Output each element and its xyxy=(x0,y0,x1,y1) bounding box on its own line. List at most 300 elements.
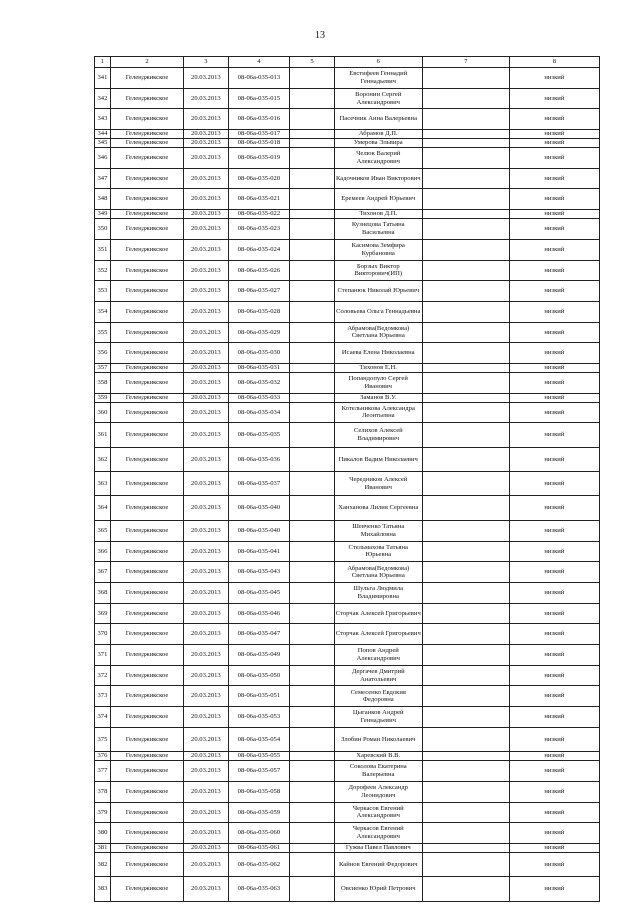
code-cell: 08-06а-035-013 xyxy=(228,68,290,89)
name-cell: Абрамова(Ведомкова) Светлана Юрьевна xyxy=(334,322,422,343)
level-cell: низкий xyxy=(509,210,599,219)
name-cell: Ханханова Лилия Сергеевна xyxy=(334,496,422,520)
empty-cell xyxy=(290,727,335,751)
city-cell: Геленджикское xyxy=(110,372,183,393)
empty-cell xyxy=(422,68,509,89)
level-cell: низкий xyxy=(509,219,599,240)
name-cell: Гужва Павел Павлович xyxy=(334,843,422,852)
level-cell: низкий xyxy=(509,372,599,393)
name-cell: Харевский В.В. xyxy=(334,752,422,761)
name-cell: Сторчак Алексей Григорьевич xyxy=(334,603,422,624)
row-number-cell: 356 xyxy=(95,343,111,364)
row-number-cell: 343 xyxy=(95,109,111,130)
table-row xyxy=(95,148,600,169)
empty-cell xyxy=(290,877,335,901)
code-cell: 08-06а-035-046 xyxy=(228,603,290,624)
city-cell: Геленджикское xyxy=(110,148,183,169)
table-row xyxy=(95,727,600,751)
empty-cell xyxy=(290,109,335,130)
empty-cell xyxy=(422,88,509,109)
code-cell: 08-06а-035-030 xyxy=(228,343,290,364)
table-row xyxy=(95,781,600,802)
code-cell: 08-06а-035-049 xyxy=(228,645,290,666)
code-cell: 08-06а-035-020 xyxy=(228,168,290,189)
city-cell: Геленджикское xyxy=(110,707,183,728)
row-number-cell: 357 xyxy=(95,363,111,372)
level-cell: низкий xyxy=(509,260,599,281)
empty-cell xyxy=(290,88,335,109)
code-cell: 08-06а-035-058 xyxy=(228,781,290,802)
table-row xyxy=(95,281,600,302)
row-number-cell: 379 xyxy=(95,802,111,823)
city-cell: Геленджикское xyxy=(110,645,183,666)
row-number-cell: 371 xyxy=(95,645,111,666)
table-row xyxy=(95,363,600,372)
city-cell: Геленджикское xyxy=(110,877,183,901)
empty-cell xyxy=(422,447,509,471)
empty-cell xyxy=(422,148,509,169)
city-cell: Геленджикское xyxy=(110,393,183,402)
table-row xyxy=(95,139,600,148)
row-number-cell: 349 xyxy=(95,210,111,219)
code-cell: 08-06а-035-027 xyxy=(228,281,290,302)
empty-cell xyxy=(422,727,509,751)
city-cell: Геленджикское xyxy=(110,781,183,802)
level-cell: низкий xyxy=(509,168,599,189)
table-row xyxy=(95,322,600,343)
empty-cell xyxy=(422,877,509,901)
city-cell: Геленджикское xyxy=(110,168,183,189)
level-cell: низкий xyxy=(509,130,599,139)
empty-cell xyxy=(422,210,509,219)
city-cell: Геленджикское xyxy=(110,301,183,322)
date-cell: 20.03.2013 xyxy=(184,219,229,240)
level-cell: низкий xyxy=(509,727,599,751)
date-cell: 20.03.2013 xyxy=(184,281,229,302)
date-cell: 20.03.2013 xyxy=(184,109,229,130)
code-cell: 08-06а-035-026 xyxy=(228,260,290,281)
header-row xyxy=(95,57,600,68)
name-cell: Пасечник Анна Валерьевна xyxy=(334,109,422,130)
city-cell: Геленджикское xyxy=(110,402,183,423)
table-row xyxy=(95,239,600,260)
level-cell: низкий xyxy=(509,752,599,761)
empty-cell xyxy=(290,260,335,281)
table-row xyxy=(95,219,600,240)
name-cell: Умерова Эльвира xyxy=(334,139,422,148)
header-cell: 1 xyxy=(95,57,111,68)
table-body xyxy=(95,68,600,902)
city-cell: Геленджикское xyxy=(110,109,183,130)
level-cell: низкий xyxy=(509,562,599,583)
date-cell: 20.03.2013 xyxy=(184,520,229,541)
city-cell: Геленджикское xyxy=(110,239,183,260)
empty-cell xyxy=(422,301,509,322)
row-number-cell: 383 xyxy=(95,877,111,901)
code-cell: 08-06а-035-032 xyxy=(228,372,290,393)
empty-cell xyxy=(290,562,335,583)
empty-cell xyxy=(422,219,509,240)
level-cell: низкий xyxy=(509,363,599,372)
empty-cell xyxy=(422,496,509,520)
level-cell: низкий xyxy=(509,877,599,901)
empty-cell xyxy=(422,520,509,541)
name-cell: Дорофеев Александр Леонидович xyxy=(334,781,422,802)
code-cell: 08-06а-035-036 xyxy=(228,447,290,471)
table-row xyxy=(95,343,600,364)
code-cell: 08-06а-035-018 xyxy=(228,139,290,148)
row-number-cell: 363 xyxy=(95,472,111,496)
code-cell: 08-06а-035-024 xyxy=(228,239,290,260)
table-row xyxy=(95,260,600,281)
date-cell: 20.03.2013 xyxy=(184,823,229,844)
empty-cell xyxy=(290,823,335,844)
city-cell: Геленджикское xyxy=(110,496,183,520)
code-cell: 08-06а-035-062 xyxy=(228,852,290,876)
row-number-cell: 382 xyxy=(95,852,111,876)
table-row xyxy=(95,402,600,423)
header-cell: 6 xyxy=(334,57,422,68)
row-number-cell: 359 xyxy=(95,393,111,402)
table-row xyxy=(95,761,600,782)
row-number-cell: 362 xyxy=(95,447,111,471)
date-cell: 20.03.2013 xyxy=(184,168,229,189)
level-cell: низкий xyxy=(509,624,599,645)
city-cell: Геленджикское xyxy=(110,210,183,219)
code-cell: 08-06а-035-059 xyxy=(228,802,290,823)
city-cell: Геленджикское xyxy=(110,219,183,240)
empty-cell xyxy=(290,761,335,782)
empty-cell xyxy=(422,109,509,130)
level-cell: низкий xyxy=(509,520,599,541)
city-cell: Геленджикское xyxy=(110,665,183,686)
row-number-cell: 352 xyxy=(95,260,111,281)
row-number-cell: 376 xyxy=(95,752,111,761)
name-cell: Котельникова Александра Леонтьевна xyxy=(334,402,422,423)
empty-cell xyxy=(422,582,509,603)
empty-cell xyxy=(422,168,509,189)
name-cell: Еремеев Андрей Юрьевич xyxy=(334,189,422,210)
level-cell: низкий xyxy=(509,281,599,302)
level-cell: низкий xyxy=(509,148,599,169)
date-cell: 20.03.2013 xyxy=(184,189,229,210)
level-cell: низкий xyxy=(509,802,599,823)
name-cell: Воронин Сергей Александрович xyxy=(334,88,422,109)
level-cell: низкий xyxy=(509,301,599,322)
row-number-cell: 348 xyxy=(95,189,111,210)
name-cell: Заманов В.У. xyxy=(334,393,422,402)
empty-cell xyxy=(422,130,509,139)
header-cell: 3 xyxy=(184,57,229,68)
name-cell: Сторчак Алексей Григорьевич xyxy=(334,624,422,645)
date-cell: 20.03.2013 xyxy=(184,343,229,364)
name-cell: Селихов Алексей Владимирович xyxy=(334,423,422,447)
registry-table xyxy=(94,56,600,902)
empty-cell xyxy=(290,301,335,322)
code-cell: 08-06а-035-040 xyxy=(228,520,290,541)
empty-cell xyxy=(290,281,335,302)
table-row xyxy=(95,496,600,520)
row-number-cell: 381 xyxy=(95,843,111,852)
empty-cell xyxy=(422,363,509,372)
empty-cell xyxy=(290,372,335,393)
header-cell: 7 xyxy=(422,57,509,68)
table-row xyxy=(95,645,600,666)
date-cell: 20.03.2013 xyxy=(184,562,229,583)
empty-cell xyxy=(290,582,335,603)
row-number-cell: 350 xyxy=(95,219,111,240)
header-cell: 4 xyxy=(228,57,290,68)
empty-cell xyxy=(422,472,509,496)
table-row xyxy=(95,665,600,686)
empty-cell xyxy=(290,843,335,852)
name-cell: Попов Андрей Александрович xyxy=(334,645,422,666)
empty-cell xyxy=(290,210,335,219)
level-cell: низкий xyxy=(509,322,599,343)
name-cell: Соловьева Ольга Геннадьевна xyxy=(334,301,422,322)
date-cell: 20.03.2013 xyxy=(184,877,229,901)
empty-cell xyxy=(422,707,509,728)
empty-cell xyxy=(422,281,509,302)
empty-cell xyxy=(422,843,509,852)
row-number-cell: 372 xyxy=(95,665,111,686)
city-cell: Геленджикское xyxy=(110,686,183,707)
date-cell: 20.03.2013 xyxy=(184,423,229,447)
header-cell: 5 xyxy=(290,57,335,68)
date-cell: 20.03.2013 xyxy=(184,68,229,89)
empty-cell xyxy=(290,343,335,364)
level-cell: низкий xyxy=(509,781,599,802)
date-cell: 20.03.2013 xyxy=(184,260,229,281)
code-cell: 08-06а-035-040 xyxy=(228,496,290,520)
row-number-cell: 375 xyxy=(95,727,111,751)
table-row xyxy=(95,109,600,130)
code-cell: 08-06а-035-041 xyxy=(228,541,290,562)
name-cell: Борзых Виктор Викторович(ИП) xyxy=(334,260,422,281)
code-cell: 08-06а-035-054 xyxy=(228,727,290,751)
empty-cell xyxy=(422,761,509,782)
row-number-cell: 345 xyxy=(95,139,111,148)
city-cell: Геленджикское xyxy=(110,541,183,562)
code-cell: 08-06а-035-063 xyxy=(228,877,290,901)
code-cell: 08-06а-035-033 xyxy=(228,393,290,402)
level-cell: низкий xyxy=(509,686,599,707)
city-cell: Геленджикское xyxy=(110,727,183,751)
date-cell: 20.03.2013 xyxy=(184,148,229,169)
empty-cell xyxy=(290,423,335,447)
empty-cell xyxy=(422,752,509,761)
date-cell: 20.03.2013 xyxy=(184,322,229,343)
row-number-cell: 341 xyxy=(95,68,111,89)
name-cell: Черкасов Евгений Александрович xyxy=(334,823,422,844)
date-cell: 20.03.2013 xyxy=(184,88,229,109)
empty-cell xyxy=(422,852,509,876)
table-row xyxy=(95,541,600,562)
name-cell: Тихонов Е.Н. xyxy=(334,363,422,372)
date-cell: 20.03.2013 xyxy=(184,707,229,728)
empty-cell xyxy=(422,541,509,562)
code-cell: 08-06а-035-055 xyxy=(228,752,290,761)
table-row xyxy=(95,372,600,393)
empty-cell xyxy=(290,624,335,645)
row-number-cell: 353 xyxy=(95,281,111,302)
name-cell: Абрамова(Ведомкова) Светлана Юрьевна xyxy=(334,562,422,583)
empty-cell xyxy=(422,343,509,364)
empty-cell xyxy=(422,372,509,393)
city-cell: Геленджикское xyxy=(110,363,183,372)
empty-cell xyxy=(290,686,335,707)
name-cell: Семесенко Евдокия Федоровна xyxy=(334,686,422,707)
header-cell: 8 xyxy=(509,57,599,68)
row-number-cell: 351 xyxy=(95,239,111,260)
date-cell: 20.03.2013 xyxy=(184,393,229,402)
empty-cell xyxy=(290,130,335,139)
level-cell: низкий xyxy=(509,447,599,471)
code-cell: 08-06а-035-019 xyxy=(228,148,290,169)
row-number-cell: 361 xyxy=(95,423,111,447)
name-cell: Тихонов Д.П. xyxy=(334,210,422,219)
table-row xyxy=(95,752,600,761)
table-row xyxy=(95,582,600,603)
page-number: 13 xyxy=(315,30,325,41)
date-cell: 20.03.2013 xyxy=(184,686,229,707)
code-cell: 08-06а-035-022 xyxy=(228,210,290,219)
city-cell: Геленджикское xyxy=(110,562,183,583)
table-row xyxy=(95,423,600,447)
code-cell: 08-06а-035-037 xyxy=(228,472,290,496)
empty-cell xyxy=(422,423,509,447)
level-cell: низкий xyxy=(509,393,599,402)
empty-cell xyxy=(422,260,509,281)
table-row xyxy=(95,877,600,901)
date-cell: 20.03.2013 xyxy=(184,447,229,471)
empty-cell xyxy=(290,472,335,496)
code-cell: 08-06а-035-035 xyxy=(228,423,290,447)
date-cell: 20.03.2013 xyxy=(184,301,229,322)
table-row xyxy=(95,802,600,823)
empty-cell xyxy=(422,322,509,343)
table-row xyxy=(95,210,600,219)
table-row xyxy=(95,168,600,189)
city-cell: Геленджикское xyxy=(110,761,183,782)
table-row xyxy=(95,447,600,471)
level-cell: низкий xyxy=(509,496,599,520)
table-row xyxy=(95,472,600,496)
name-cell: Кузнецова Татьяна Васильевна xyxy=(334,219,422,240)
empty-cell xyxy=(290,496,335,520)
empty-cell xyxy=(290,139,335,148)
code-cell: 08-06а-035-028 xyxy=(228,301,290,322)
date-cell: 20.03.2013 xyxy=(184,363,229,372)
date-cell: 20.03.2013 xyxy=(184,139,229,148)
empty-cell xyxy=(422,562,509,583)
code-cell: 08-06а-035-051 xyxy=(228,686,290,707)
row-number-cell: 364 xyxy=(95,496,111,520)
empty-cell xyxy=(290,168,335,189)
code-cell: 08-06а-035-057 xyxy=(228,761,290,782)
row-number-cell: 369 xyxy=(95,603,111,624)
table-row xyxy=(95,603,600,624)
empty-cell xyxy=(290,68,335,89)
date-cell: 20.03.2013 xyxy=(184,665,229,686)
city-cell: Геленджикское xyxy=(110,520,183,541)
code-cell: 08-06а-035-053 xyxy=(228,707,290,728)
city-cell: Геленджикское xyxy=(110,603,183,624)
date-cell: 20.03.2013 xyxy=(184,496,229,520)
name-cell: Соколова Екатерина Валерьевна xyxy=(334,761,422,782)
city-cell: Геленджикское xyxy=(110,322,183,343)
level-cell: низкий xyxy=(509,665,599,686)
city-cell: Геленджикское xyxy=(110,343,183,364)
table-row xyxy=(95,301,600,322)
date-cell: 20.03.2013 xyxy=(184,781,229,802)
row-number-cell: 367 xyxy=(95,562,111,583)
code-cell: 08-06а-035-043 xyxy=(228,562,290,583)
row-number-cell: 342 xyxy=(95,88,111,109)
level-cell: низкий xyxy=(509,852,599,876)
date-cell: 20.03.2013 xyxy=(184,582,229,603)
level-cell: низкий xyxy=(509,472,599,496)
row-number-cell: 365 xyxy=(95,520,111,541)
city-cell: Геленджикское xyxy=(110,624,183,645)
date-cell: 20.03.2013 xyxy=(184,472,229,496)
empty-cell xyxy=(290,447,335,471)
empty-cell xyxy=(290,752,335,761)
row-number-cell: 380 xyxy=(95,823,111,844)
date-cell: 20.03.2013 xyxy=(184,752,229,761)
code-cell: 08-06а-035-061 xyxy=(228,843,290,852)
city-cell: Геленджикское xyxy=(110,582,183,603)
table-row xyxy=(95,686,600,707)
empty-cell xyxy=(422,781,509,802)
empty-cell xyxy=(422,645,509,666)
name-cell: Шевченко Татьяна Михайловна xyxy=(334,520,422,541)
date-cell: 20.03.2013 xyxy=(184,402,229,423)
empty-cell xyxy=(290,239,335,260)
level-cell: низкий xyxy=(509,109,599,130)
table-row xyxy=(95,189,600,210)
name-cell: Исаева Елена Николаевна xyxy=(334,343,422,364)
table-row xyxy=(95,393,600,402)
level-cell: низкий xyxy=(509,343,599,364)
code-cell: 08-06а-035-034 xyxy=(228,402,290,423)
level-cell: низкий xyxy=(509,239,599,260)
empty-cell xyxy=(422,393,509,402)
city-cell: Геленджикское xyxy=(110,843,183,852)
empty-cell xyxy=(290,322,335,343)
empty-cell xyxy=(290,603,335,624)
empty-cell xyxy=(290,402,335,423)
level-cell: низкий xyxy=(509,582,599,603)
empty-cell xyxy=(290,363,335,372)
level-cell: низкий xyxy=(509,541,599,562)
name-cell: Чередников Алексей Иванович xyxy=(334,472,422,496)
level-cell: низкий xyxy=(509,88,599,109)
level-cell: низкий xyxy=(509,645,599,666)
level-cell: низкий xyxy=(509,68,599,89)
date-cell: 20.03.2013 xyxy=(184,727,229,751)
code-cell: 08-06а-035-023 xyxy=(228,219,290,240)
city-cell: Геленджикское xyxy=(110,823,183,844)
empty-cell xyxy=(422,665,509,686)
date-cell: 20.03.2013 xyxy=(184,372,229,393)
empty-cell xyxy=(422,686,509,707)
empty-cell xyxy=(290,802,335,823)
level-cell: низкий xyxy=(509,603,599,624)
date-cell: 20.03.2013 xyxy=(184,843,229,852)
city-cell: Геленджикское xyxy=(110,260,183,281)
code-cell: 08-06а-035-017 xyxy=(228,130,290,139)
